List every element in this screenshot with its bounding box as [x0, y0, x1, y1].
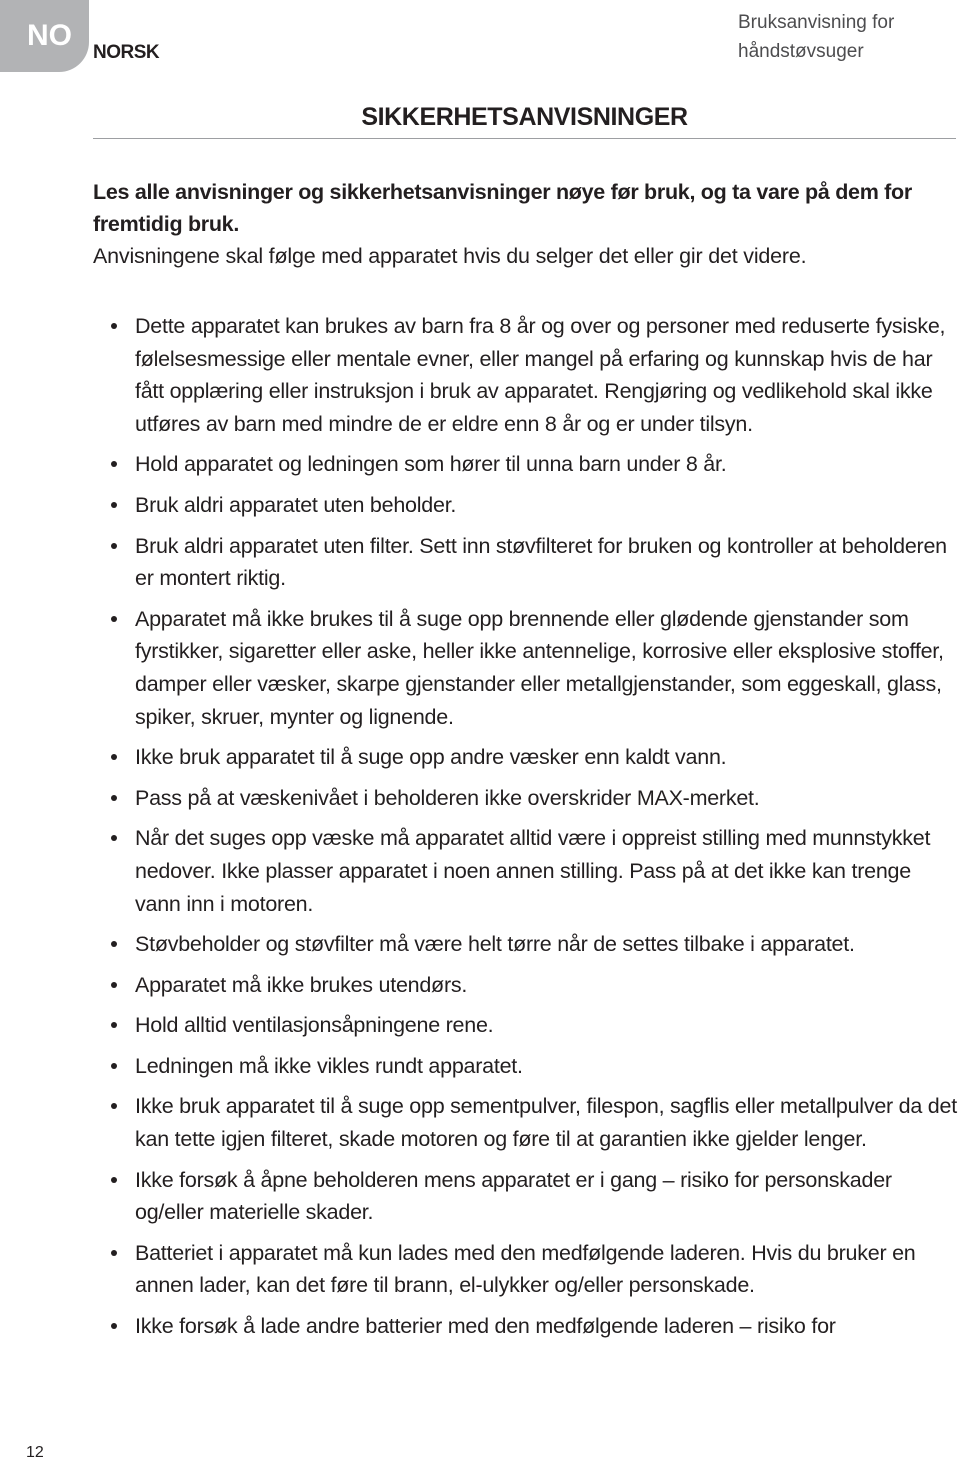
intro-bold-text: Les alle anvisninger og sikkerhetsanvisninger nøye før bruk, og ta vare på dem for fremtidig bruk. [93, 180, 912, 236]
language-code: NO [27, 19, 72, 52]
document-title: Bruksanvisning for håndstøvsuger [738, 12, 895, 62]
language-name: NORSK [93, 42, 160, 63]
list-item: Hold alltid ventilasjonsåpningene rene. [93, 1009, 958, 1042]
intro-normal-text: Anvisningene skal følge med apparatet hvis du selger det eller gir det videre. [93, 244, 807, 268]
list-item: Dette apparatet kan brukes av barn fra 8 år og over og personer med reduserte fysiske, følelsesmessige eller mentale evner, eller mangel på erfaring og kunnskap hvis de har fått opplæring eller instruksjon i bruk av apparatet. Rengjøring og vedlikehold skal ikke utføres av barn med mindre de er eldre enn 8 år og er under tilsyn. [93, 310, 958, 440]
list-item: Bruk aldri apparatet uten filter. Sett inn støvfilteret for bruken og kontroller at beholderen er montert riktig. [93, 530, 958, 595]
language-tab [0, 0, 89, 72]
list-item: Batteriet i apparatet må kun lades med den medfølgende laderen. Hvis du bruker en annen lader, kan det føre til brann, el-ulykker og/eller personskade. [93, 1237, 958, 1302]
list-item: Apparatet må ikke brukes til å suge opp brennende eller glødende gjenstander som fyrstikker, sigaretter eller aske, heller ikke antennelige, korrosive eller eksplosive stoffer, damper eller væsker, skarpe gjenstander eller metallgjenstander, som eggeskall, glass, spiker, skruer, mynter og lignende. [93, 603, 958, 733]
list-item: Når det suges opp væske må apparatet alltid være i oppreist stilling med munnstykket nedover. Ikke plasser apparatet i noen annen stilling. Pass på at det ikke kan trenge vann inn i motoren. [93, 822, 958, 920]
list-item: Ledningen må ikke vikles rundt apparatet. [93, 1050, 958, 1083]
list-item: Apparatet må ikke brukes utendørs. [93, 969, 958, 1002]
list-item: Ikke bruk apparatet til å suge opp andre væsker enn kaldt vann. [93, 741, 958, 774]
intro-section [93, 176, 958, 272]
list-item: Pass på at væskenivået i beholderen ikke overskrider MAX-merket. [93, 782, 958, 815]
page-title: SIKKERHETSANVISNINGER [361, 103, 688, 131]
list-item: Støvbeholder og støvfilter må være helt tørre når de settes tilbake i apparatet. [93, 928, 958, 961]
header-divider [93, 138, 956, 139]
list-item: Bruk aldri apparatet uten beholder. [93, 489, 958, 522]
safety-list [93, 310, 958, 1351]
list-item: Ikke forsøk å lade andre batterier med den medfølgende laderen – risiko for [93, 1310, 958, 1343]
list-item: Hold apparatet og ledningen som hører til unna barn under 8 år. [93, 448, 958, 481]
page-number: 12 [26, 1444, 44, 1461]
list-item: Ikke bruk apparatet til å suge opp sementpulver, filespon, sagflis eller metallpulver da det kan tette igjen filteret, skade motoren og føre til at garantien ikke gjelder lenger. [93, 1090, 958, 1155]
list-item: Ikke forsøk å åpne beholderen mens apparatet er i gang – risiko for personskader og/eller materielle skader. [93, 1164, 958, 1229]
